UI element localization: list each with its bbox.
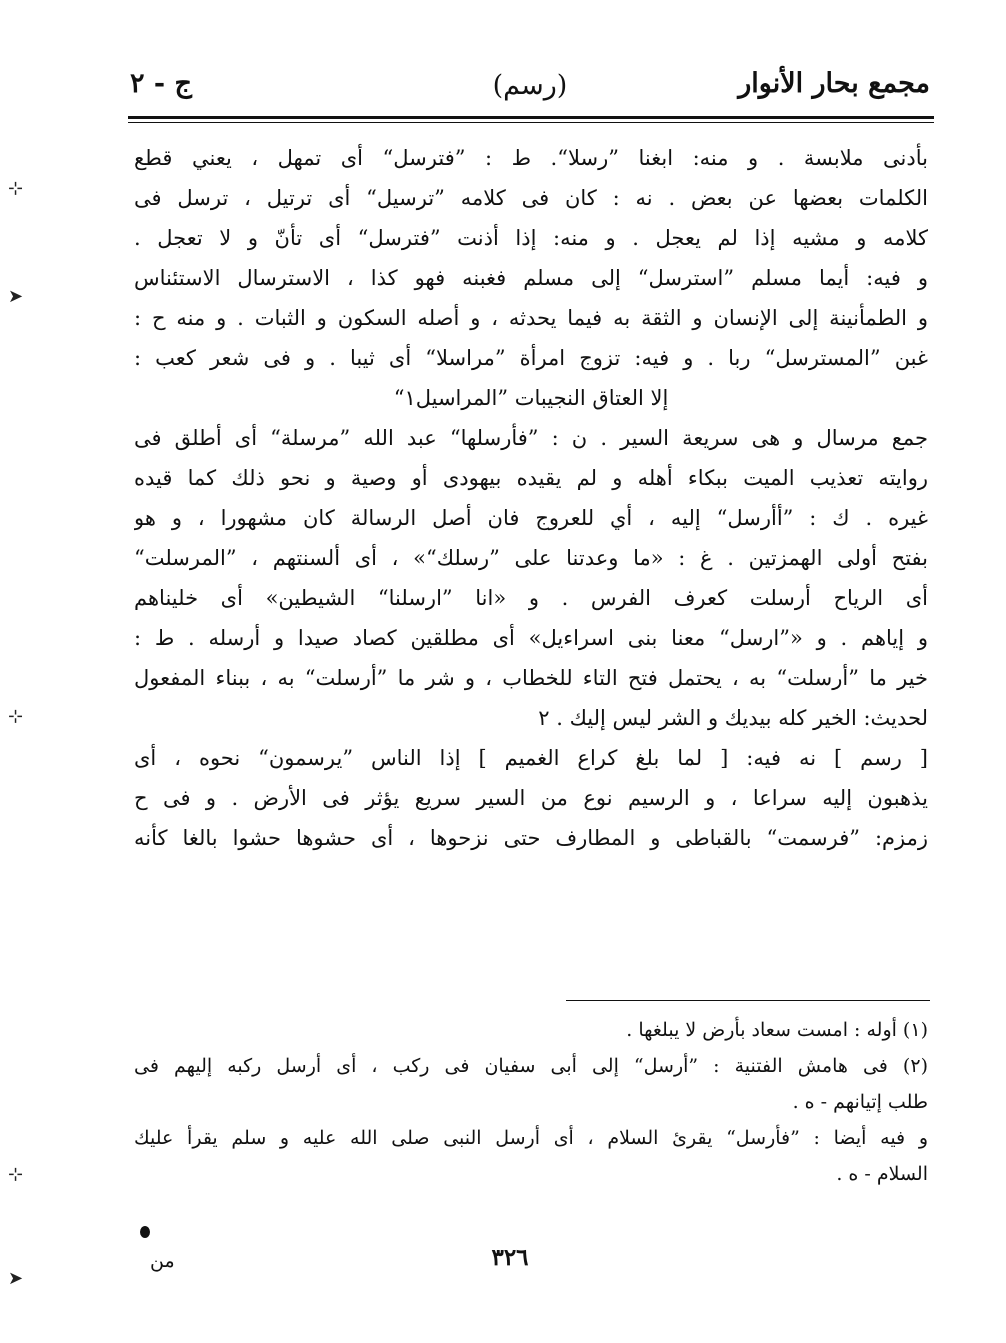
text-line: يذهبون إليه سراعا ، و الرسيم نوع من السير سريع يؤثر فى الأرض . و فى ح: [134, 786, 928, 810]
margin-mark-icon: ➤: [8, 286, 24, 307]
footnote-separator: [566, 1000, 930, 1001]
text-line: زمزم: ”فرسمت“ بالقباطى و المطارف حتى نزحوها ، أى حشوها حشوا بالغا كأنه: [134, 826, 928, 850]
running-header: [130, 68, 930, 112]
text-line: بفتح أولى الهمزتين . غ : «ما وعدتنا على ”رسلك“» ، أى ألسنتهم ، ”المرسلت“: [134, 546, 928, 570]
header-rule-thick: [128, 116, 934, 119]
text-line: [ رسم ] نه فيه: [ لما بلغ كراع الغميم ] إذا الناس ”يرسمون“ نحوه ، أى: [134, 746, 928, 770]
margin-mark-icon: ⊹: [8, 178, 24, 199]
text-line: روايته تعذيب الميت ببكاء أهله و لم يقيده بيهودى أو وصية و نحو ذلك كما قيده: [134, 466, 928, 490]
entry-word-heading: (رسم): [492, 70, 568, 101]
footnotes: [134, 1012, 928, 1192]
ink-spot: [140, 1226, 150, 1238]
footnote-line: طلب إتيانهم - ه .: [792, 1091, 928, 1113]
footnote-line: و فيه أيضا : ”فأرسل“ يقرئ السلام ، أى أرسل النبى صلى الله عليه و سلم يقرأ عليك: [134, 1127, 928, 1149]
text-line: الكلمات بعضها عن بعض . نه : كان فى كلامه ”ترسيل“ أى ترتيل ، ترسل فى: [134, 186, 928, 210]
header-rule-thin: [128, 122, 934, 123]
page-number: ٣٢٦: [491, 1244, 529, 1271]
footnote-line: (١) أوله : امست سعاد بأرض لا يبلغها .: [626, 1019, 928, 1041]
text-line: غيره . ك : ”أأرسل“ إليه ، أي للعروج فان أصل الرسالة كان مشهورا ، و هو: [134, 506, 928, 530]
verse-line: إلا العتاق النجيبات ”المراسيل١“: [393, 386, 669, 410]
text-line: بأدنى ملابسة . و منه: ابغنا ”رسلا“. ط : ”فترسل“ أى تمهل ، يعني قطع: [134, 146, 928, 170]
volume-label: ج - ٢: [130, 68, 192, 99]
main-text: [134, 138, 928, 858]
text-line: و الطمأنينة إلى الإنسان و الثقة به فيما يحدثه ، و أصله السكون و الثبات . و منه ح :: [134, 306, 928, 330]
text-line: جمع مرسال و هى سريعة السير . ن : ”فأرسلها“ عبد الله ”مرسلة“ أى أطلق فى: [134, 426, 928, 450]
margin-mark-icon: ⊹: [8, 1164, 24, 1185]
margin-mark-icon: ⊹: [8, 706, 24, 727]
text-line: خير ما ”أرسلت“ به ، يحتمل فتح التاء للخطاب ، و شر ما ”أرسلت“ به ، ببناء المفعول: [134, 666, 928, 690]
text-line: أى الرياح أرسلت كعرف الفرس . و «انا ”ارسلنا“ الشيطين» أى خليناهم: [134, 586, 928, 610]
footnote-line: السلام - ه .: [836, 1163, 928, 1185]
footnote-line: (٢) فى هامش الفتنية : ”أرسل“ إلى أبى سفيان فى ركب ، أى أرسل ركبه إليهم فى: [134, 1055, 928, 1077]
text-line: لحديث: الخير كله بيديك و الشر ليس إليك . ٢: [538, 706, 928, 730]
margin-mark-icon: ➤: [8, 1268, 24, 1289]
text-line: غبن ”المسترسل“ ربا . و فيه: تزوج امرأة ”مراسلا“ أى ثيبا . و فى شعر كعب :: [134, 346, 928, 370]
book-title: مجمع بحار الأنوار: [738, 68, 930, 99]
text-line: و إياهم . و «”ارسل“ معنا بنى اسراءيل» أى مطلقين كصاد صيدا و أرسله . ط :: [134, 626, 928, 650]
text-line: كلامه و مشيه إذا لم يعجل . و منه: إذا أذنت ”فترسل“ أى تأنّ و لا تعجل .: [134, 226, 928, 250]
catchword: من: [150, 1250, 175, 1272]
text-line: و فيه: أيما مسلم ”استرسل“ إلى مسلم فغبنه فهو كذا ، الاسترسال الاستئناس: [134, 266, 928, 290]
